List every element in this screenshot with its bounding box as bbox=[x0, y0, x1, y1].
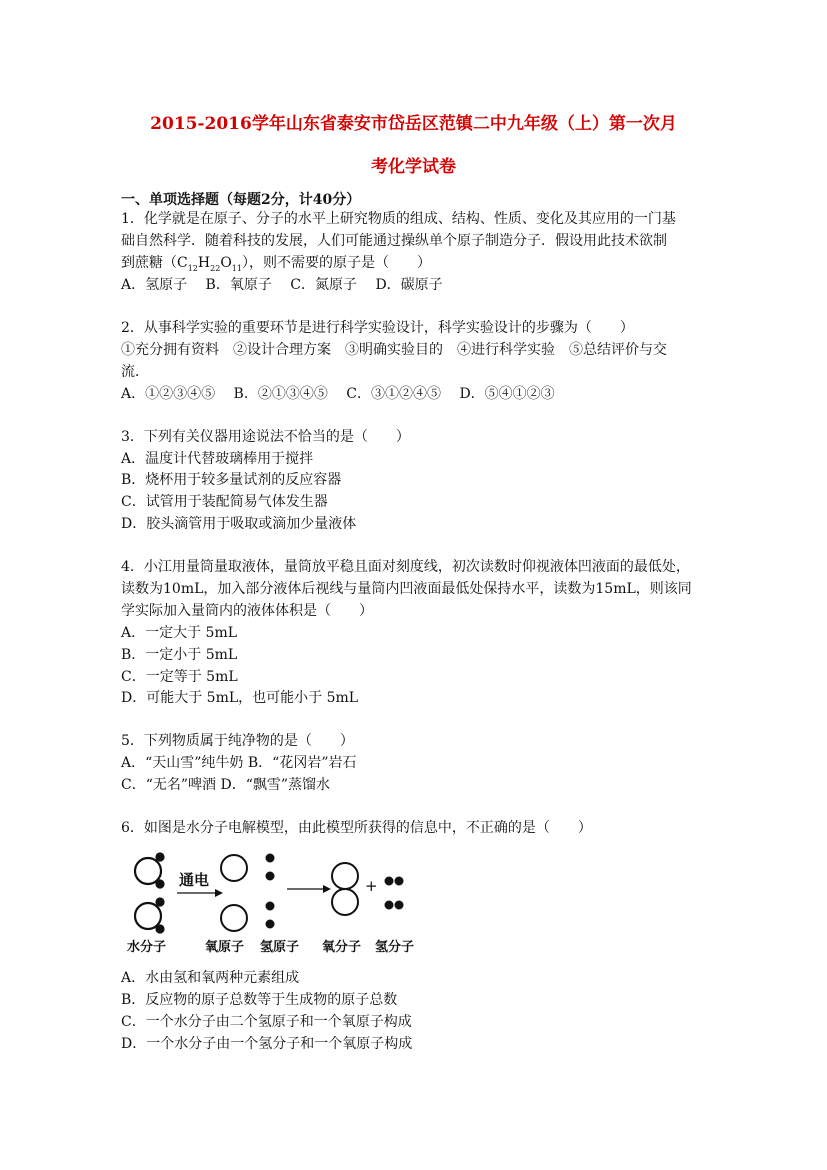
q6-option-c: C．一个水分子由二个氢原子和一个氧原子构成 bbox=[121, 1014, 412, 1030]
label-hydrogen-molecule: 氢分子 bbox=[375, 940, 415, 955]
q5-options-cd: C．“无名”啤酒 D．“飘雪”蒸馏水 bbox=[121, 777, 331, 793]
q4-line1: 4．小江用量筒量取液体，量筒放平稳且面对刻度线，初次读数时仰视液体凹液面的最低处， bbox=[121, 559, 690, 575]
formula-sub-h: 22 bbox=[210, 263, 221, 273]
label-hydrogen-atom: 氢原子 bbox=[260, 940, 300, 955]
q5-stem: 5．下列物质属于纯净物的是（ ） bbox=[121, 733, 354, 749]
q3-option-d: D．胶头滴管用于吸取或滴加少量液体 bbox=[121, 516, 357, 532]
q6-option-b: B．反应物的原子总数等于生成物的原子总数 bbox=[121, 992, 398, 1008]
q2-options: A．①②③④⑤ B．②①③④⑤ C．③①②④⑤ D．⑤④①②③ bbox=[121, 386, 555, 402]
label-oxygen-atom: 氧原子 bbox=[205, 940, 245, 955]
oxygen-molecule bbox=[332, 863, 358, 915]
q5-options-ab: A．“天山雪”纯牛奶 B．“花冈岩”岩石 bbox=[121, 755, 357, 771]
q2-line2: ①充分拥有资料 ②设计合理方案 ③明确实验目的 ④进行科学实验 ⑤总结评价与交 bbox=[121, 342, 667, 358]
q6-option-a: A．水由氢和氧两种元素组成 bbox=[121, 970, 300, 986]
formula-sub-c: 12 bbox=[187, 263, 198, 273]
electrolysis-arrow-label: 通电 bbox=[179, 871, 210, 889]
q4-line3: 学实际加入量筒内的液体体积是（ ） bbox=[121, 603, 373, 619]
plus-sign: + bbox=[365, 877, 378, 895]
q1-line3-pre: 到蔗糖（C bbox=[121, 255, 188, 271]
hydrogen-molecules bbox=[385, 877, 404, 910]
water-molecule-bottom bbox=[135, 897, 165, 933]
water-molecule-top bbox=[135, 852, 165, 888]
section-heading: 一、单项选择题（每题2分，计40分） bbox=[121, 192, 361, 208]
q4-option-c: C．一定等于 5mL bbox=[121, 669, 238, 685]
q3-option-b: B．烧杯用于较多量试剂的反应容器 bbox=[121, 472, 342, 488]
electrolysis-arrow-icon bbox=[177, 889, 223, 897]
formula-h: H bbox=[197, 255, 211, 271]
q3-option-c: C．试管用于装配简易气体发生器 bbox=[121, 494, 328, 510]
exam-title-line1: 2015-2016学年山东省泰安市岱岳区范镇二中九年级（上）第一次月 bbox=[150, 114, 677, 134]
formula-sub-o: 11 bbox=[231, 263, 242, 273]
oxygen-atom-top bbox=[221, 855, 247, 881]
q1-line3-post: ），则不需要的原子是（ ） bbox=[241, 255, 431, 271]
q3-option-a: A．温度计代替玻璃棒用于搅拌 bbox=[121, 451, 314, 467]
q4-line2: 读数为10mL，加入部分液体后视线与量筒内凹液面最低处保持水平，读数为15mL，则该同 bbox=[121, 581, 692, 597]
q4-option-d: D．可能大于 5mL，也可能小于 5mL bbox=[121, 690, 359, 706]
label-water-molecule: 水分子 bbox=[127, 940, 167, 955]
water-electrolysis-diagram bbox=[127, 843, 427, 958]
q6-stem: 6．如图是水分子电解模型，由此模型所获得的信息中，不正确的是（ ） bbox=[121, 820, 592, 836]
label-oxygen-molecule: 氧分子 bbox=[322, 940, 362, 955]
oxygen-atom-bottom bbox=[221, 905, 247, 931]
q2-line1: 2．从事科学实验的重要环节是进行科学实验设计，科学实验设计的步骤为（ ） bbox=[121, 320, 634, 336]
q4-option-a: A．一定大于 5mL bbox=[121, 625, 238, 641]
q1-line1: 1．化学就是在原子、分子的水平上研究物质的组成、结构、性质、变化及其应用的一门基 bbox=[121, 211, 676, 227]
q4-option-b: B．一定小于 5mL bbox=[121, 647, 238, 663]
q2-line3: 流． bbox=[121, 364, 149, 380]
reaction-arrow-icon bbox=[287, 885, 331, 893]
formula-o: O bbox=[220, 255, 232, 271]
q3-stem: 3．下列有关仪器用途说法不恰当的是（ ） bbox=[121, 429, 410, 445]
q1-options: A．氢原子 B．氧原子 C．氮原子 D．碳原子 bbox=[121, 277, 443, 293]
hydrogen-atoms bbox=[266, 854, 275, 929]
exam-title-line2: 考化学试卷 bbox=[371, 157, 456, 177]
q6-option-d: D．一个水分子由一个氢分子和一个氧原子构成 bbox=[121, 1036, 413, 1052]
q1-line2: 础自然科学．随着科技的发展，人们可能通过操纵单个原子制造分子．假设用此技术欲制 bbox=[121, 233, 667, 249]
